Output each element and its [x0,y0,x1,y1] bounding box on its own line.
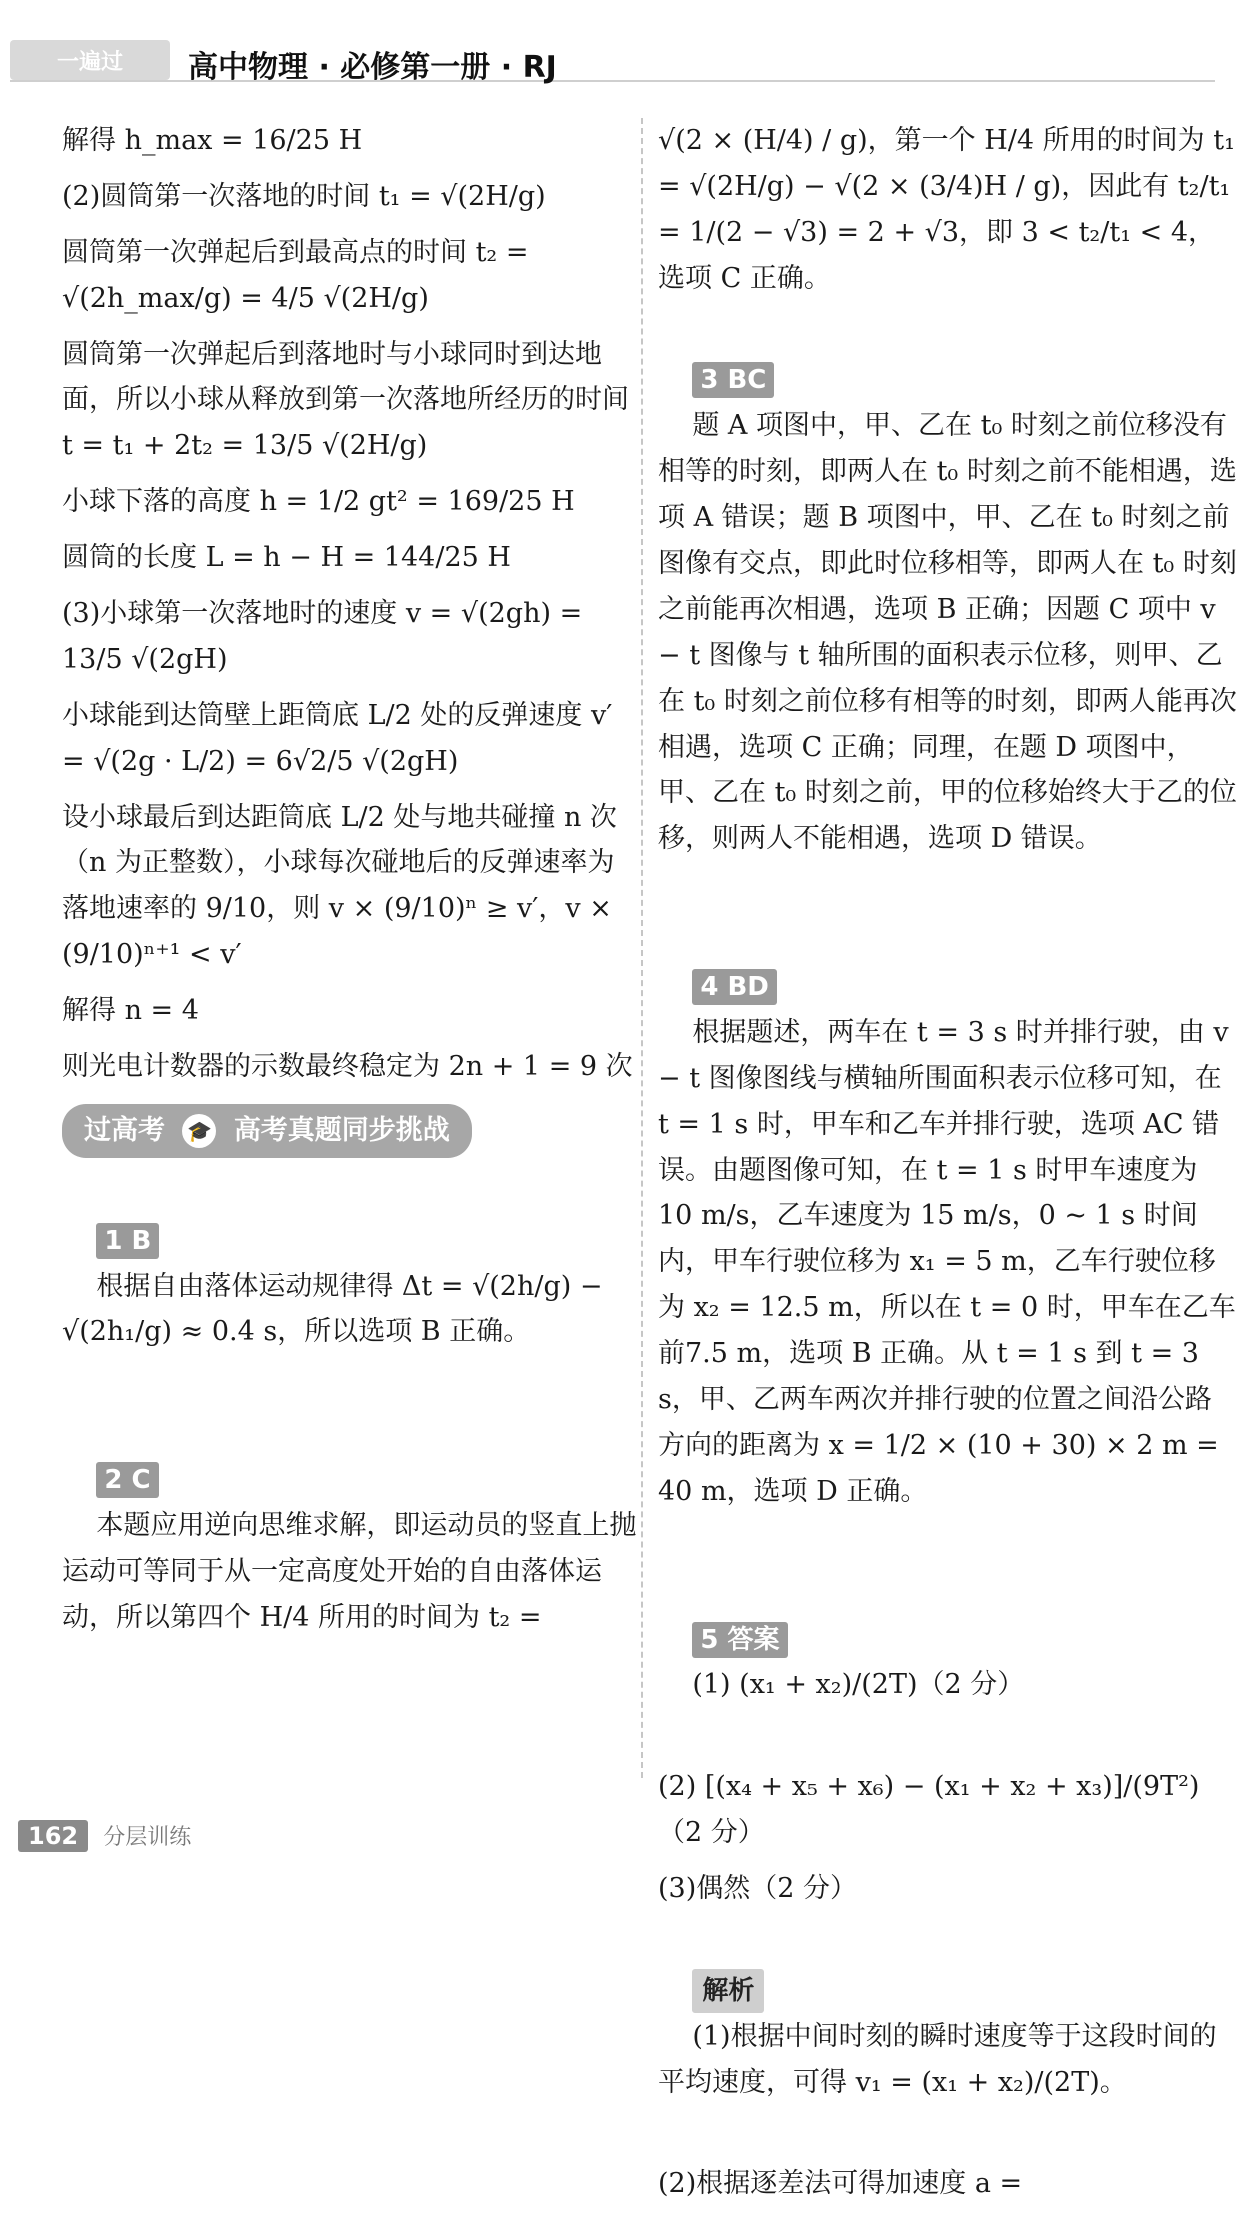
question-2 [62,1411,637,1686]
line-4: 圆筒第一次弹起后到落地时与小球同时到达地面，所以小球从释放到第一次落地所经历的时间 t = t₁ + 2t₂ = 13/5 √(2H/g) [62,338,638,462]
line-6: 圆筒的长度 L = h − H = 144/25 H [62,542,511,574]
question-2-continued: √(2 × (H/4) / g)，第一个 H/4 所用的时间为 t₁ = √(2H/g) − √(2 × (3/4)H / g)，因此有 t₂/t₁ = 1/(2 − √3) = 2 + √3，即 3 < t₂/t₁ < 4，选项 C 正确。 [658,125,1244,294]
section-right-label: 高考真题同步挑战 [233,1114,450,1146]
analysis-badge: 解析 [692,1969,764,2013]
page-number: 162 [18,1820,88,1852]
question-3-text: 题 A 项图中，甲、乙在 t₀ 时刻之前位移没有相等的时刻，即两人在 t₀ 时刻之前不能相遇，选项 A 错误；题 B 项图中，甲、乙在 t₀ 时刻之前图像有交点，即此时位移相等，即两人在 t₀ 时刻之前能再次相遇，选项 B 正确；因题 C 项中 v − t 图像与 t 轴所围的面积表示位移，则甲、乙在 t₀ 时刻之前位移有相等的时刻，即两人能再次相遇，选项 C 正确；同理，在题 D 项图中，甲、乙在 t₀ 时刻之前，甲的位移始终大于乙的位移，则两人不能相遇，选项 D 错误。 [658,410,1237,855]
question-1 [62,1172,637,1401]
section-banner [62,1104,472,1158]
question-2-text: 本题应用逆向思维求解，即运动员的竖直上抛运动可等同于从一定高度处开始的自由落体运动，所以第四个 H/4 所用的时间为 t₂ = [62,1510,637,1633]
footer-label: 分层训练 [103,1825,192,1850]
left-column [62,118,637,1697]
answer-1-text: (1) (x₁ + x₂)/(2T)（2 分） [692,1669,1025,1701]
question-2-badge: 2 C [96,1462,158,1498]
line-10: 解得 n = 4 [62,995,199,1027]
brand-logo: 一遍过 [10,40,170,80]
line-5: 小球下落的高度 h = 1/2 gt² = 169/25 H [62,486,575,518]
graduation-cap-icon: 🎓 [182,1114,216,1148]
line-8: 小球能到达筒壁上距筒底 L/2 处的反弹速度 v′ = √(2g · L/2) = 6√2/5 √(2gH) [62,699,621,777]
question-5-analysis-1 [658,1922,1238,2151]
line-11: 则光电计数器的示数最终稳定为 2n + 1 = 9 次 [62,1051,633,1083]
line-2: (2)圆筒第一次落地的时间 t₁ = √(2H/g) [62,180,546,212]
question-4-text: 根据题述，两车在 t = 3 s 时并排行驶，由 v − t 图像图线与横轴所围面积表示位移可知，在 t = 1 s 时，甲车和乙车并排行驶，选项 AC 错误。由题图像可知，在 t = 1 s 时甲车速度为 10 m/s，乙车速度为 15 m/s，0 ~ 1 s 时间内，甲车行驶位移为 x₁ = 5 m，乙车行驶位移为 x₂ = 12.5 m，所以在 t = 0 时，甲车在乙车前7.5 m，选项 B 正确。从 t = 1 s 到 t = 3 s，甲、乙两车两次并排行驶的位置之间沿公路方向的距离为 x = 1/2 × (10 + 30) × 2 m = 40 m，选项 D 正确。 [658,1016,1238,1507]
question-5-answer-1 [658,1571,1238,1755]
line-1: 解得 h_max = 16/25 H [62,125,363,156]
question-3-badge: 3 BC [692,362,774,398]
line-7: (3)小球第一次落地时的速度 v = √(2gh) = 13/5 √(2gH) [62,598,591,675]
question-5-answer-2: (2) [(x₄ + x₅ + x₆) − (x₁ + x₂ + x₃)]/(9T²)（2 分） [658,1771,1200,1849]
page-title: 高中物理 · 必修第一册 · RJ [188,50,557,85]
question-5-answer-3: (3)偶然（2 分） [658,1872,858,1904]
question-5-analysis-2: (2)根据逐差法可得加速度 a = [658,2168,1023,2200]
question-4-badge: 4 BD [692,969,777,1005]
line-3: 圆筒第一次弹起后到最高点的时间 t₂ = √(2h_max/g) = 4/5 √(2H/g) [62,236,538,314]
question-1-text: 根据自由落体运动规律得 Δt = √(2h/g) − √(2h₁/g) ≈ 0.4 s，所以选项 B 正确。 [62,1270,612,1348]
analysis-1-text: (1)根据中间时刻的瞬时速度等于这段时间的平均速度，可得 v₁ = (x₁ + x₂)/(2T)。 [658,2020,1217,2098]
right-column [658,118,1244,2217]
question-4 [658,918,1238,1560]
section-left-label: 过高考 [84,1114,165,1146]
column-divider [641,118,643,1778]
question-1-badge: 1 B [96,1223,159,1259]
page-footer [18,1820,191,1852]
question-5-badge: 5 答案 [692,1622,787,1658]
question-3 [658,312,1238,909]
line-9: 设小球最后到达距筒底 L/2 处与地共碰撞 n 次（n 为正整数），小球每次碰地后的反弹速率为落地速率的 9/10，则 v × (9/10)ⁿ ≥ v′，v × (9/10)ⁿ⁺¹ < v′ [62,801,621,971]
